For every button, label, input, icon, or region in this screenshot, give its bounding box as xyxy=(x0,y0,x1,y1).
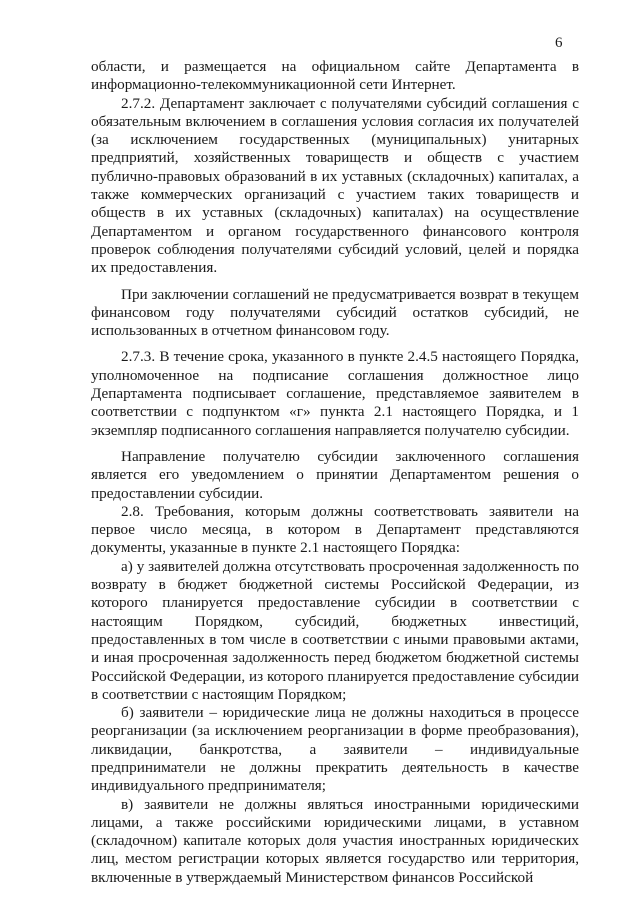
document-body xyxy=(91,58,579,887)
paragraph-2-7-3: 2.7.3. В течение срока, указанного в пункте 2.4.5 настоящего Порядка, уполномоченное на подписание соглашения должностное лицо Департамента подписывает соглашение, представляемое заявителем в соответствии с подпунктом «г» пункта 2.1 настоящего Порядка, и 1 экземпляр подписанного соглашения направляется получателю субсидии. xyxy=(91,348,579,439)
list-item-a: а) у заявителей должна отсутствовать просроченная задолженность по возврату в бюджет бюджетной системы Российской Федерации, из которого планируется предоставление субсидии в соответствии с настоящим Порядком, субсидий, бюджетных инвестиций, предоставленных в том числе в соответствии с иными правовыми актами, и иная просроченная задолженность перед бюджетом бюджетной системы Российской Федерации, из которого планируется предоставление субсидии в соответствии с настоящим Порядком; xyxy=(91,557,579,703)
paragraph-continuation: области, и размещается на официальном сайте Департамента в информационно-телекоммуникационной сети Интернет. xyxy=(91,58,579,94)
page-number: 6 xyxy=(555,35,563,51)
list-item-b: б) заявители – юридические лица не должны находиться в процессе реорганизации (за исключением реорганизации в форме преобразования), ликвидации, банкротства, а заявители – индивидуальные предприниматели не должны прекратить деятельность в качестве индивидуального предпринимателя; xyxy=(91,704,579,795)
list-item-v: в) заявители не должны являться иностранными юридическими лицами, а также российскими юридическими лицами, в уставном (складочном) капитале которых доля участия иностранных юридических лиц, местом регистрации которых является государство или территория, включенные в утверждаемый Министерством финансов Российской xyxy=(91,795,579,886)
paragraph-2-7-2: 2.7.2. Департамент заключает с получателями субсидий соглашения с обязательным включением в соглашения условия согласия их получателей (за исключением государственных (муниципальных) унитарных предприятий, хозяйственных товариществ и обществ с участием публично-правовых образований в их уставных (складочных) капиталах, а также коммерческих организаций с участием таких товариществ и обществ в их уставных (складочных) капиталах) на осуществление Департаментом и органом государственного финансового контроля проверок соблюдения получателями субсидий условий, целей и порядка их предоставления. xyxy=(91,94,579,277)
paragraph-no-refund: При заключении соглашений не предусматривается возврат в текущем финансовом году получателями субсидий остатков субсидий, не использованных в отчетном финансовом году. xyxy=(91,285,579,340)
paragraph-2-8: 2.8. Требования, которым должны соответствовать заявители на первое число месяца, в котором в Департамент представляются документы, указанные в пункте 2.1 настоящего Порядка: xyxy=(91,502,579,557)
paragraph-notification: Направление получателю субсидии заключенного соглашения является его уведомлением о принятии Департаментом решения о предоставлении субсидии. xyxy=(91,447,579,502)
